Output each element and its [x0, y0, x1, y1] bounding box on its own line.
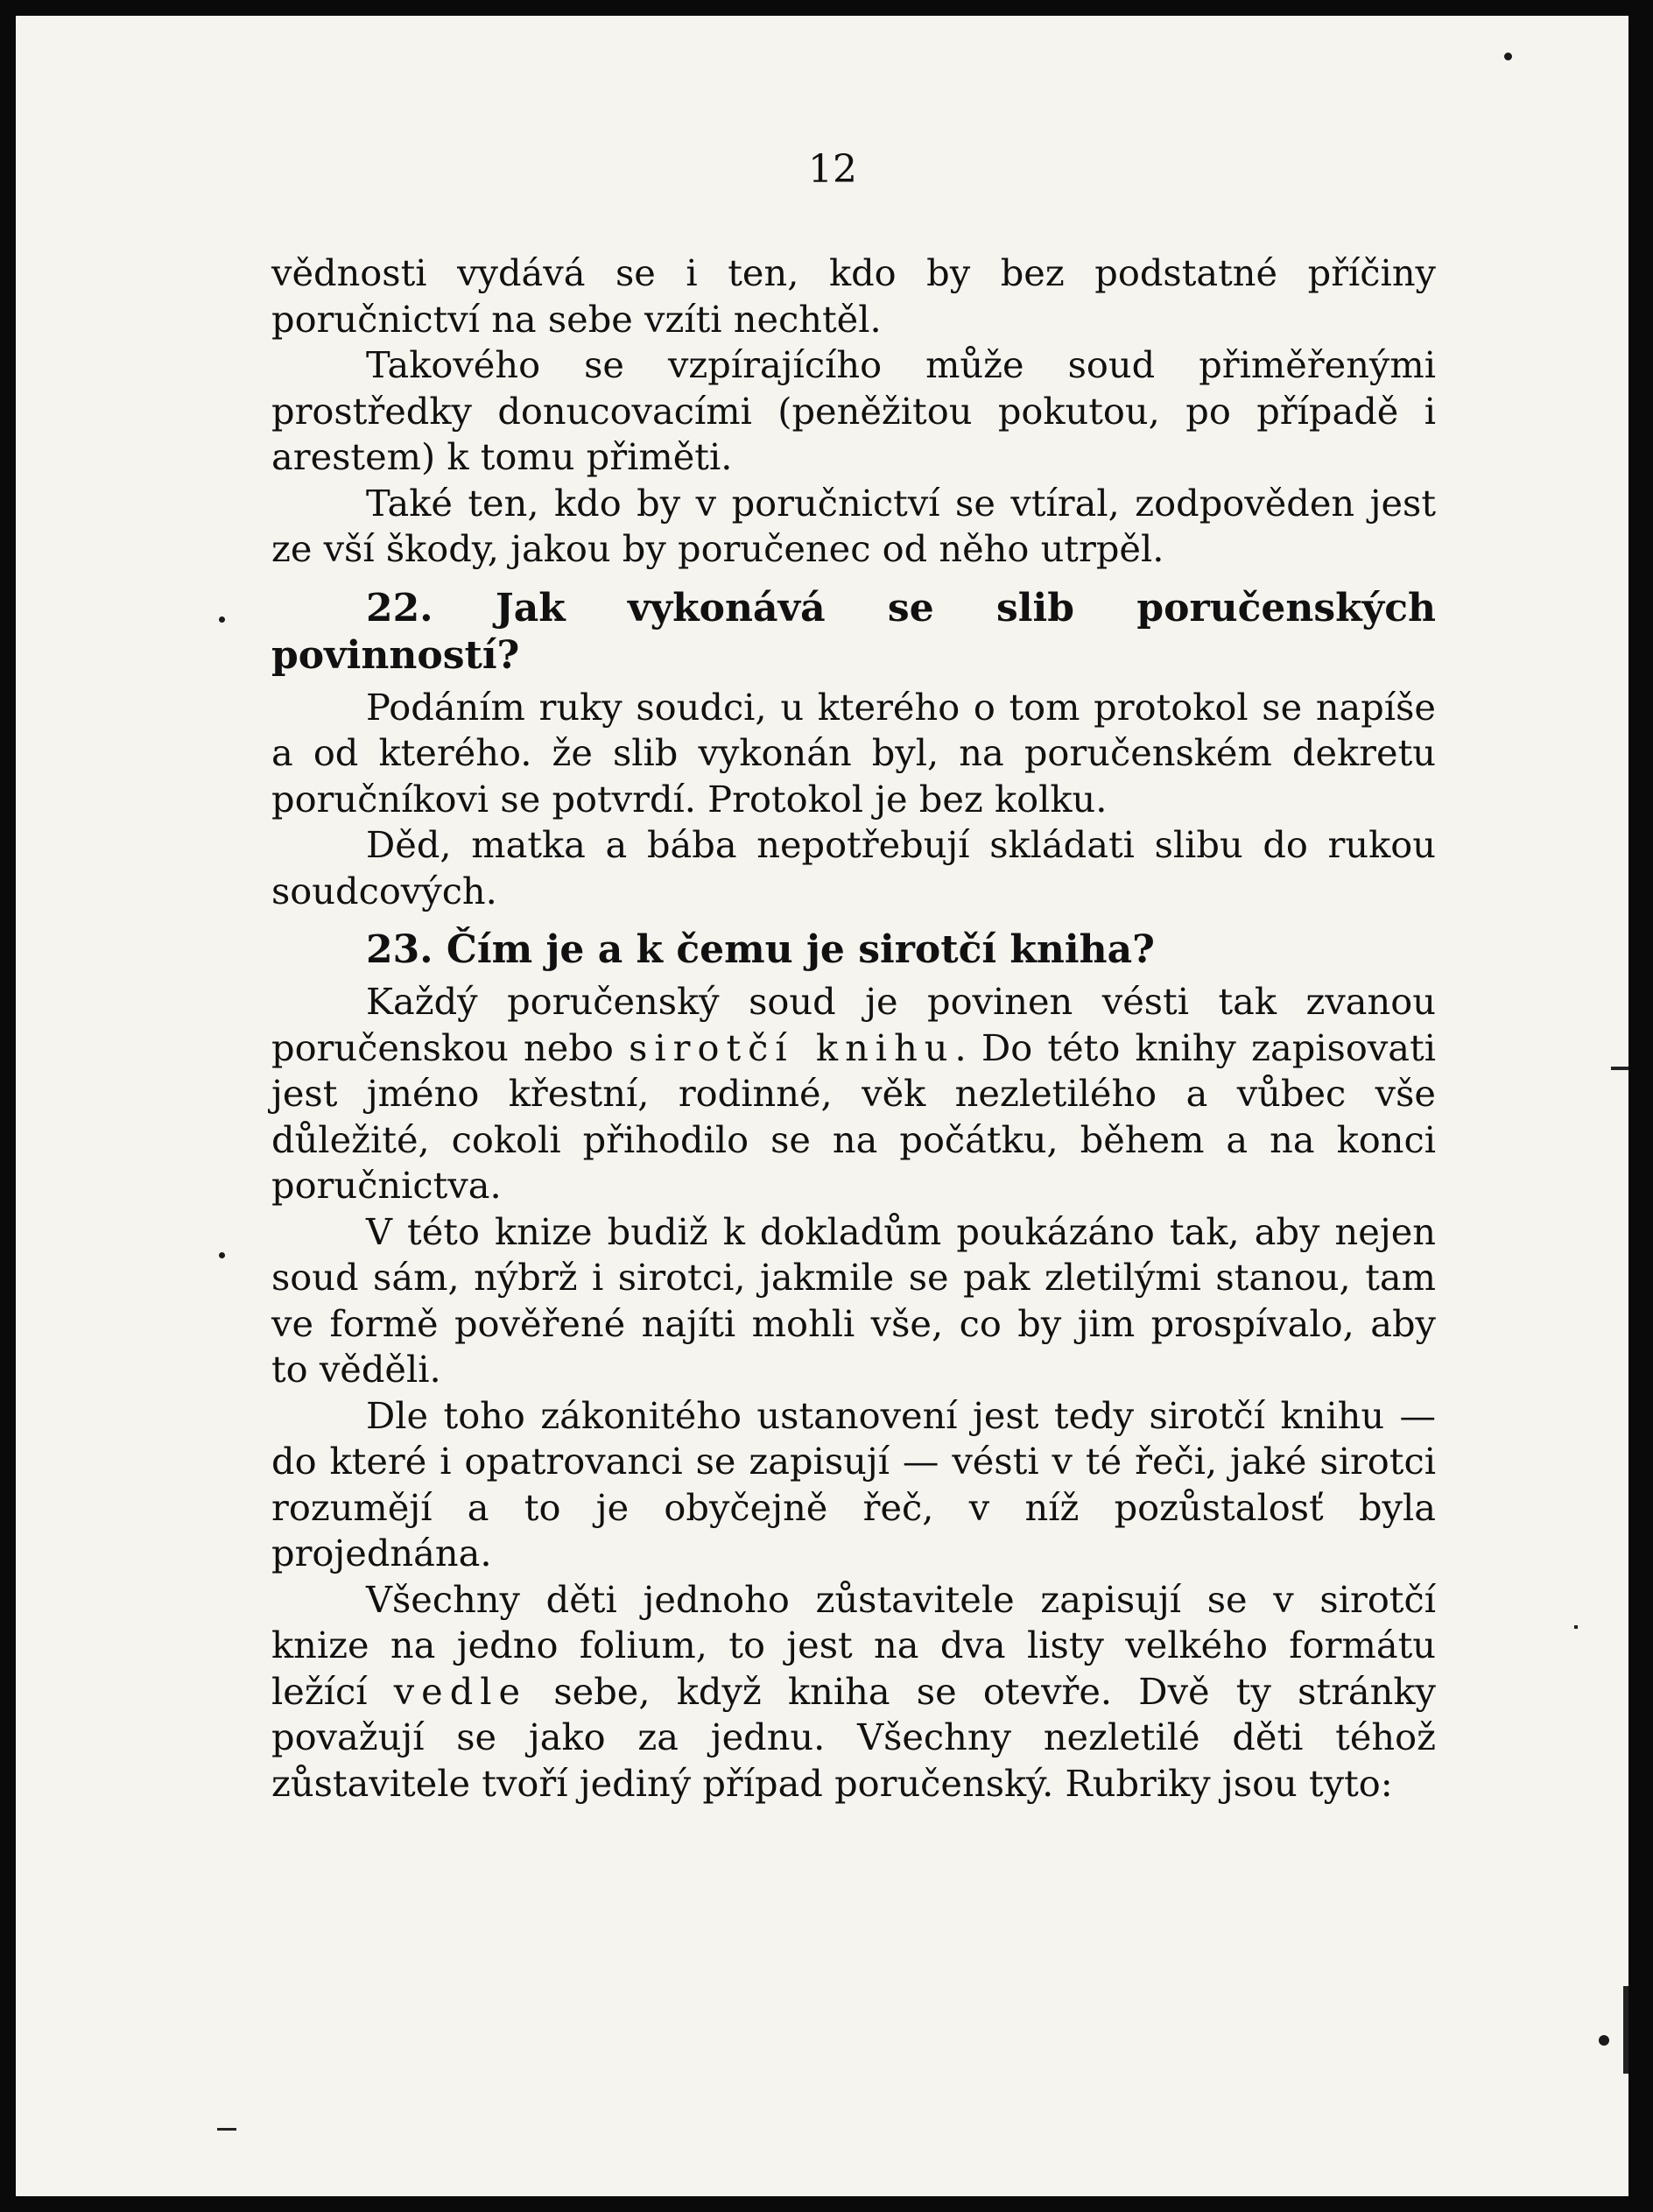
section-heading-23: 23. Čím je a k čemu je sirotčí kniha?	[366, 927, 1155, 972]
page-number: 12	[808, 147, 857, 192]
paragraph-orphan-book	[271, 979, 1436, 1209]
paragraph-folium	[271, 1577, 1436, 1807]
margin-mark	[1574, 1625, 1578, 1629]
scan-speck	[1504, 53, 1512, 60]
paragraph-folium-end: sebe, když kniha se otevře. Dvě ty stránky považují se jako za jednu. Všechny nezletilé děti téhož zůstavitele tvoří jediný případ poručenský. Rubriky jsou tyto:	[271, 1669, 1436, 1805]
book-page	[16, 16, 1628, 2196]
margin-mark	[1611, 1067, 1628, 1070]
scan-speck	[219, 1252, 225, 1258]
section-heading-22: 22. Jak vykonává se slib poručenských povinností?	[271, 585, 1436, 678]
paragraph-enforcement: Takového se vzpírajícího může soud přiměřenými prostředky donucovacími (peněžitou pokutou, po případě i arestem) k tomu přiměti.	[271, 343, 1436, 478]
text-body	[271, 250, 1436, 1807]
paragraph-relatives: Děd, matka a bába nepotřebují skládati slibu do rukou soudcových.	[271, 823, 1436, 912]
paragraph-liability: Také ten, kdo by v poručnictví se vtíral, zodpověden jest ze vší škody, jakou by poručenec od něho utrpěl.	[271, 481, 1436, 570]
paragraph-documents: V této knize budiž k dokladům poukázáno tak, aby nejen soud sám, nýbrž i sirotci, jakmile se pak zletilými stanou, tam ve formě pověřené najíti mohli vše, co by jim prospívalo, aby to věděli.	[271, 1209, 1436, 1391]
paragraph-folium-start: Všechny děti jednoho zůstavitele zapisují se v sirotčí knize na jedno folium, to jest na dva listy velkého formátu ležící	[271, 1577, 1436, 1713]
paragraph-orphan-book-start: Každý poručenský soud je povinen vésti tak zvanou poručenskou nebo	[271, 980, 1436, 1069]
spaced-term-sirotci-knihu: sirotčí knihu	[629, 1025, 955, 1069]
scan-speck	[1599, 2035, 1609, 2046]
margin-mark	[1623, 1986, 1628, 2074]
spaced-term-vedle: vedle	[393, 1669, 528, 1713]
paragraph-language: Dle toho zákonitého ustanovení jest tedy sirotčí knihu — do které i opatrovanci se zapisují — vésti v té řeči, jaké sirotci rozumějí a to je obyčejně řeč, v níž pozůstalosť byla projednána.	[271, 1393, 1436, 1574]
scan-speck	[219, 616, 225, 623]
paragraph-orphan-book-end: . Do této knihy zapisovati jest jméno křestní, rodinné, věk nezletilého a vůbec vše důležité, cokoli přihodilo se na počátku, během a na konci poručnictva.	[271, 1025, 1436, 1207]
paragraph-continuation: vědnosti vydává se i ten, kdo by bez podstatné příčiny poručnictví na sebe vzíti nechtěl.	[271, 251, 1436, 341]
margin-mark	[217, 2128, 236, 2131]
paragraph-handshake: Podáním ruky soudci, u kterého o tom protokol se napíše a od kterého. že slib vykonán byl, na poručenském dekretu poručníkovi se potvrdí. Protokol je bez kolku.	[271, 685, 1436, 821]
